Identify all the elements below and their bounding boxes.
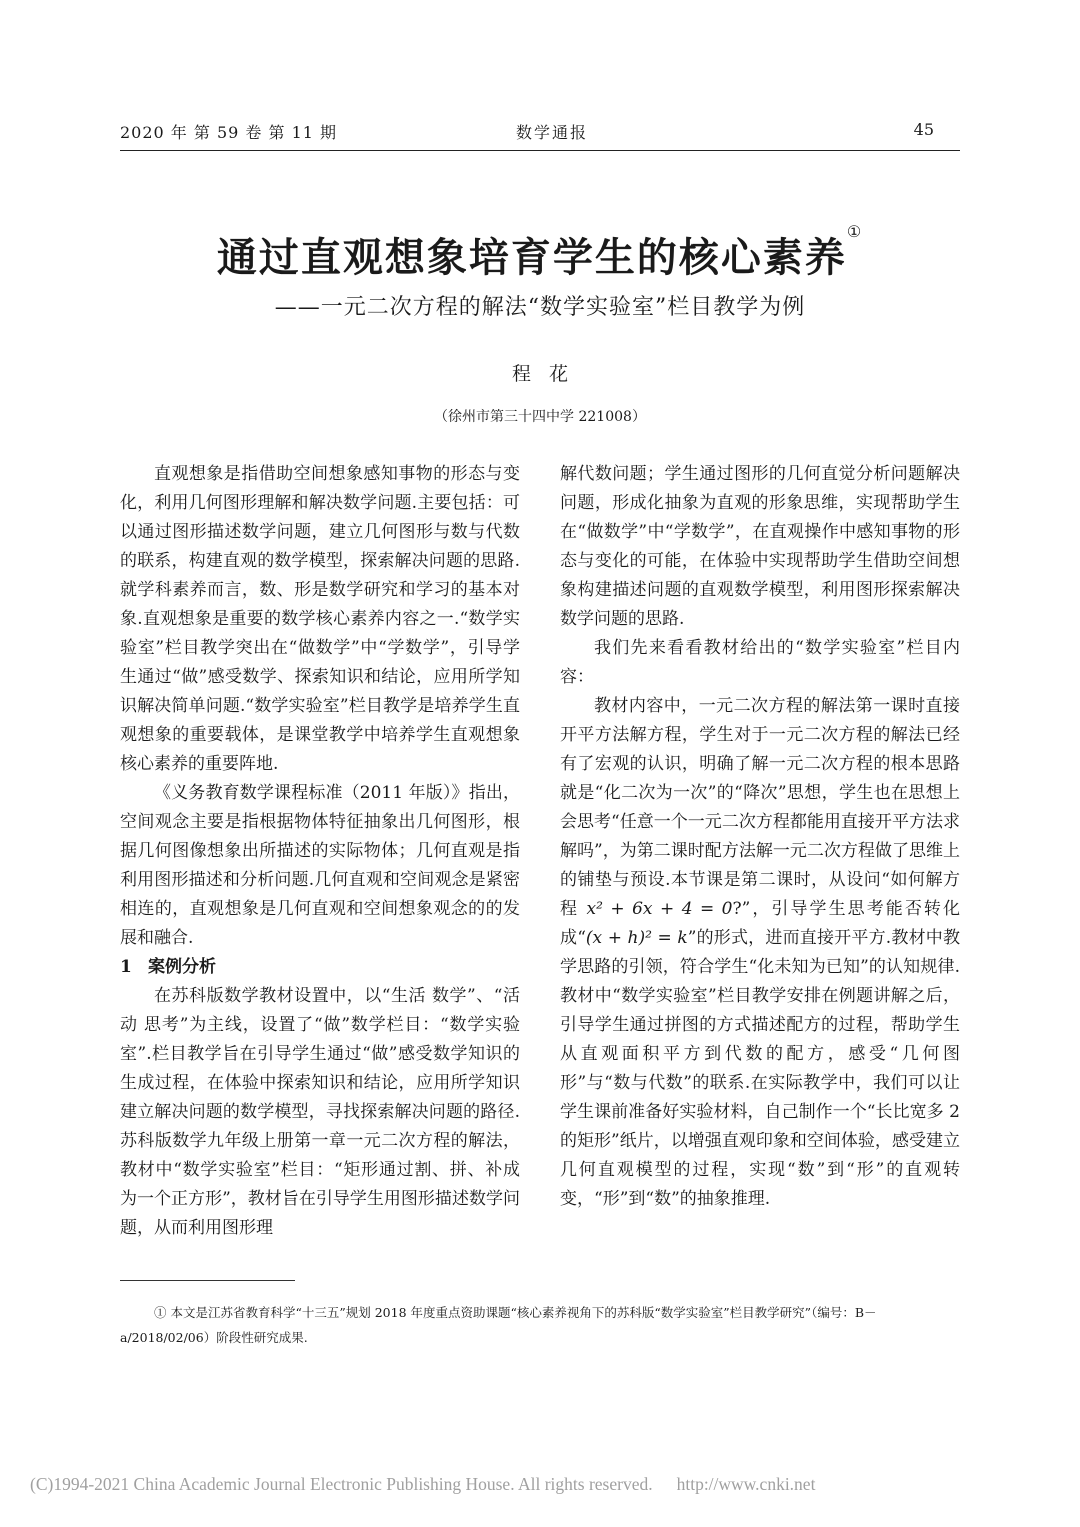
equation: (x + h)² = k [585, 928, 688, 948]
text-run: ?”，引导学生思考能否转化成“ [560, 899, 960, 948]
cnki-link[interactable]: http://www.cnki.net [676, 1474, 816, 1494]
footnote: ① 本文是江苏省教育科学“十三五”规划 2018 年度重点资助课题“核心素养视角下的苏科版“数学实验室”栏目教学研究”（编号：B－a/2018/02/06）阶段性研究成果. [120, 1305, 877, 1345]
section-number: 1 [120, 957, 132, 977]
author-affiliation: （徐州市第三十四中学 221008） [434, 409, 646, 425]
paragraph: 解代数问题；学生通过图形的几何直觉分析问题解决问题，形成化抽象为直观的形象思维，实现帮助学生在“做数学”中“学数学”，在直观操作中感知事物的形态与变化的可能，在体验中实现帮助学生借助空间想象构建描述问题的直观数学模型，利用图形探索解决数学问题的思路. [560, 464, 960, 629]
copyright-text: (C)1994-2021 China Academic Journal Electronic Publishing House. All rights reserved. [30, 1474, 653, 1494]
paragraph: 直观想象是指借助空间想象感知事物的形态与变化，利用几何图形理解和解决数学问题.主要包括：可以通过图形描述数学问题，建立几何图形与数与代数的联系，构建直观的数学模型，探索解决问题的思路.就学科素养而言，数、形是数学研究和学习的基本对象.直观想象是重要的数学核心素养内容之一.“数学实验室”栏目教学突出在“做数学”中“学数学”，引导学生通过“做”感受数学、探索知识和结论，应用所学知识解决简单问题.“数学实验室”栏目教学是培养学生直观想象的重要载体，是课堂教学中培养学生直观想象核心素养的重要阵地. [120, 464, 520, 774]
issue-info: 2020 年 第 59 卷 第 11 期 [120, 123, 338, 142]
left-column [120, 460, 520, 1243]
equation: x² + 6x + 4 = 0 [586, 899, 733, 919]
running-header [120, 120, 960, 151]
author-name: 程花 [511, 363, 586, 385]
paragraph [560, 692, 960, 1214]
page-number: 45 [913, 120, 934, 139]
article-title [0, 222, 1080, 283]
paragraph: 我们先来看看教材给出的“数学实验室”栏目内容： [560, 638, 960, 687]
title-footnote-marker: ① [846, 222, 864, 241]
footnote-divider [120, 1280, 295, 1281]
text-run: ”的形式，进而直接开平方.教材中教学思路的引领，符合学生“化未知为已知”的认知规律.教材中“数学实验室”栏目教学安排在例题讲解之后，引导学生通过拼图的方式描述配方的过程，帮助学生从直观面积平方到代数的配方，感受“几何图形”与“数与代数”的联系.在实际教学中，我们可以让学生课前准备好实验材料，自己制作一个“长比宽多 2 的矩形”纸片，以增强直观印象和空间体验，感受建立几何直观模型的过程，实现“数”到“形”的直观转变，“形”到“数”的抽象推理. [560, 928, 960, 1209]
copyright-watermark [30, 1474, 1060, 1495]
right-column [560, 460, 960, 1214]
paragraph: 《义务教育数学课程标准（2011 年版）》指出，空间观念主要是指根据物体特征抽象出几何图形，根据几何图像想象出所描述的实际物体；几何直观是指利用图形描述和分析问题.几何直观和空间观念是紧密相连的，直观想象是几何直观和空间想象观念的的发展和融合. [120, 783, 520, 948]
paragraph: 在苏科版数学教材设置中，以“生活 数学”、“活动 思考”为主线，设置了“做”数学栏目：“数学实验室”.栏目教学旨在引导学生通过“做”感受数学知识的生成过程，在体验中探索知识和结论，应用所学知识建立解决问题的数学模型，寻找探索解决问题的路径.苏科版数学九年级上册第一章一元二次方程的解法，教材中“数学实验室”栏目：“矩形通过割、拼、补成为一个正方形”，教材旨在引导学生用图形描述数学问题，从而利用图形理 [120, 986, 520, 1238]
journal-name: 数学通报 [516, 123, 589, 142]
section-heading [120, 953, 520, 982]
title-text: 通过直观想象培育学生的核心素养 [216, 234, 847, 281]
section-title: 案例分析 [148, 957, 216, 977]
text-run: 教材内容中，一元二次方程的解法第一课时直接开平方法解方程，学生对于一元二次方程的解法已经有了宏观的认识，明确了解一元二次方程的根本思路就是“化二次为一次”的“降次”思想，学生也在思想上会思考“任意一个一元二次方程都能用直接开平方法求解吗”，为第二课时配方法解一元二次方程做了思维上的铺垫与预设.本节课是第二课时，从设问“如何解方程 [560, 696, 960, 919]
article-subtitle: ——一元二次方程的解法“数学实验室”栏目教学为例 [274, 295, 806, 320]
